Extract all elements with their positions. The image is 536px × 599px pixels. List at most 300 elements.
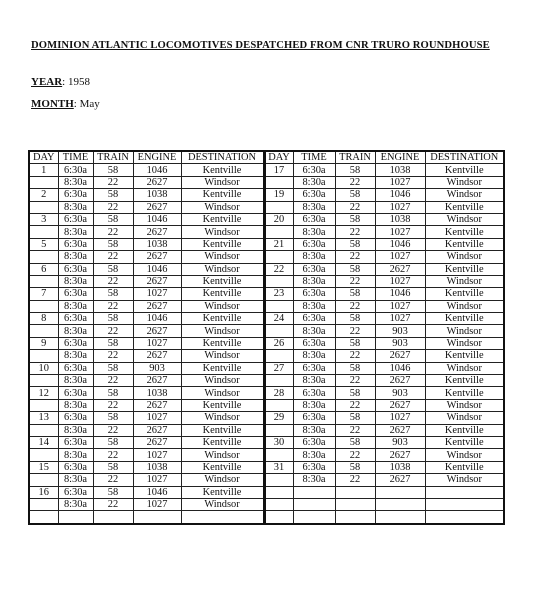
right-destination-cell: Kentville [425,461,504,473]
right-time-cell: 8:30a [293,176,335,188]
right-engine-cell: 1027 [375,226,425,238]
right-train-cell: 22 [335,350,375,362]
right-train-cell [335,511,375,524]
right-time-cell: 8:30a [293,474,335,486]
right-train-cell: 22 [335,375,375,387]
year-label: YEAR [31,76,63,88]
left-destination-cell: Windsor [181,251,264,263]
right-train-cell: 22 [335,251,375,263]
right-train-cell: 22 [335,424,375,436]
right-train-cell: 58 [335,238,375,250]
right-destination-cell: Windsor [425,362,504,374]
left-time-cell: 8:30a [58,424,93,436]
left-train-cell: 22 [93,424,133,436]
right-engine-cell: 1038 [375,461,425,473]
right-engine-cell: 1046 [375,238,425,250]
right-time-cell: 8:30a [293,251,335,263]
left-time-cell: 8:30a [58,251,93,263]
right-engine-cell: 2627 [375,350,425,362]
right-train-cell: 58 [335,387,375,399]
right-train-cell: 22 [335,399,375,411]
right-time-cell [293,498,335,510]
right-destination-cell: Windsor [425,275,504,287]
right-train-cell: 58 [335,412,375,424]
table-row [29,313,504,325]
left-destination-cell: Windsor [181,176,264,188]
right-engine-cell: 1046 [375,362,425,374]
right-engine-cell: 1027 [375,201,425,213]
table-row [29,201,504,213]
right-time-cell: 6:30a [293,313,335,325]
left-engine-cell: 2627 [133,201,181,213]
left-engine-cell: 2627 [133,436,181,448]
right-day-cell [264,350,293,362]
left-train-cell: 58 [93,486,133,498]
schedule-table [28,150,505,525]
left-day-cell: 12 [29,387,58,399]
left-destination-cell: Windsor [181,474,264,486]
table-row [29,189,504,201]
left-engine-cell: 2627 [133,275,181,287]
year-line [31,76,90,88]
header-engine-left: ENGINE [133,151,181,164]
right-engine-cell: 903 [375,325,425,337]
right-time-cell: 6:30a [293,263,335,275]
right-time-cell: 8:30a [293,300,335,312]
left-destination-cell: Windsor [181,498,264,510]
table-row [29,288,504,300]
header-destination-left: DESTINATION [181,151,264,164]
left-time-cell: 8:30a [58,498,93,510]
right-day-cell: 22 [264,263,293,275]
table-row [29,387,504,399]
header-train-left: TRAIN [93,151,133,164]
right-day-cell [264,449,293,461]
left-train-cell: 22 [93,474,133,486]
right-train-cell: 58 [335,263,375,275]
right-time-cell: 8:30a [293,201,335,213]
left-engine-cell: 2627 [133,176,181,188]
left-destination-cell: Kentville [181,164,264,176]
header-day-right: DAY [264,151,293,164]
left-destination-cell: Windsor [181,263,264,275]
right-time-cell: 6:30a [293,436,335,448]
right-day-cell: 27 [264,362,293,374]
table-row [29,436,504,448]
left-train-cell: 22 [93,350,133,362]
left-train-cell: 22 [93,275,133,287]
right-train-cell: 58 [335,337,375,349]
left-time-cell: 6:30a [58,288,93,300]
right-engine-cell: 903 [375,387,425,399]
right-time-cell: 6:30a [293,362,335,374]
left-engine-cell [133,511,181,524]
left-engine-cell: 903 [133,362,181,374]
left-engine-cell: 1038 [133,238,181,250]
right-engine-cell: 1038 [375,164,425,176]
left-destination-cell: Kentville [181,275,264,287]
right-engine-cell: 1046 [375,189,425,201]
left-day-cell [29,176,58,188]
right-destination-cell: Windsor [425,474,504,486]
table-row [29,164,504,176]
right-day-cell [264,486,293,498]
right-day-cell [264,226,293,238]
left-day-cell [29,511,58,524]
right-engine-cell: 2627 [375,375,425,387]
right-destination-cell: Kentville [425,164,504,176]
right-day-cell: 21 [264,238,293,250]
left-train-cell: 58 [93,263,133,275]
left-day-cell: 15 [29,461,58,473]
left-destination-cell: Windsor [181,325,264,337]
left-engine-cell: 1046 [133,213,181,225]
right-train-cell: 22 [335,275,375,287]
left-time-cell: 6:30a [58,238,93,250]
right-destination-cell: Windsor [425,300,504,312]
right-engine-cell: 1027 [375,275,425,287]
right-time-cell: 6:30a [293,189,335,201]
left-engine-cell: 1046 [133,486,181,498]
right-destination-cell: Windsor [425,176,504,188]
right-train-cell: 22 [335,176,375,188]
left-train-cell: 22 [93,251,133,263]
left-destination-cell: Windsor [181,201,264,213]
right-destination-cell: Kentville [425,375,504,387]
left-engine-cell: 1038 [133,461,181,473]
right-time-cell: 6:30a [293,238,335,250]
left-day-cell [29,350,58,362]
left-destination-cell: Windsor [181,449,264,461]
left-train-cell: 58 [93,436,133,448]
left-train-cell: 22 [93,399,133,411]
left-day-cell: 2 [29,189,58,201]
left-time-cell: 8:30a [58,275,93,287]
left-time-cell: 6:30a [58,337,93,349]
right-day-cell [264,275,293,287]
table-row [29,213,504,225]
left-day-cell: 6 [29,263,58,275]
left-train-cell [93,511,133,524]
left-train-cell: 22 [93,375,133,387]
header-day-left: DAY [29,151,58,164]
left-time-cell: 6:30a [58,486,93,498]
left-engine-cell: 1046 [133,263,181,275]
left-time-cell: 8:30a [58,474,93,486]
right-engine-cell: 1038 [375,213,425,225]
table-row [29,424,504,436]
left-destination-cell: Kentville [181,313,264,325]
right-engine-cell: 1027 [375,412,425,424]
right-destination-cell: Kentville [425,387,504,399]
right-day-cell [264,201,293,213]
right-engine-cell: 2627 [375,399,425,411]
left-time-cell: 8:30a [58,201,93,213]
left-destination-cell: Kentville [181,399,264,411]
left-day-cell [29,201,58,213]
right-day-cell: 19 [264,189,293,201]
right-day-cell: 17 [264,164,293,176]
left-day-cell [29,251,58,263]
left-day-cell [29,474,58,486]
left-destination-cell: Kentville [181,486,264,498]
left-day-cell [29,449,58,461]
right-time-cell: 8:30a [293,375,335,387]
left-destination-cell: Kentville [181,362,264,374]
left-destination-cell: Windsor [181,300,264,312]
right-train-cell: 22 [335,201,375,213]
left-engine-cell: 1038 [133,387,181,399]
right-destination-cell: Kentville [425,424,504,436]
left-engine-cell: 2627 [133,325,181,337]
right-train-cell: 22 [335,474,375,486]
header-row [29,151,504,164]
left-engine-cell: 1046 [133,164,181,176]
right-destination-cell: Windsor [425,337,504,349]
right-day-cell [264,251,293,263]
table-row [29,474,504,486]
left-destination-cell: Kentville [181,213,264,225]
right-time-cell [293,511,335,524]
left-day-cell: 9 [29,337,58,349]
left-time-cell: 6:30a [58,412,93,424]
left-time-cell: 8:30a [58,449,93,461]
left-destination-cell: Windsor [181,375,264,387]
right-time-cell: 6:30a [293,387,335,399]
right-engine-cell: 903 [375,337,425,349]
left-train-cell: 58 [93,213,133,225]
right-time-cell: 8:30a [293,399,335,411]
month-line [31,98,100,110]
right-destination-cell: Kentville [425,201,504,213]
right-destination-cell: Kentville [425,350,504,362]
left-day-cell: 5 [29,238,58,250]
right-time-cell: 6:30a [293,213,335,225]
right-engine-cell: 1027 [375,300,425,312]
left-engine-cell: 1027 [133,337,181,349]
left-time-cell: 8:30a [58,325,93,337]
left-train-cell: 58 [93,313,133,325]
right-destination-cell: Kentville [425,238,504,250]
right-time-cell: 8:30a [293,325,335,337]
left-destination-cell: Kentville [181,337,264,349]
left-time-cell: 8:30a [58,350,93,362]
right-time-cell: 6:30a [293,164,335,176]
left-day-cell [29,375,58,387]
right-time-cell: 6:30a [293,288,335,300]
right-train-cell: 58 [335,189,375,201]
left-engine-cell: 2627 [133,399,181,411]
left-destination-cell: Kentville [181,461,264,473]
table-row [29,486,504,498]
right-day-cell [264,511,293,524]
table-row [29,350,504,362]
left-destination-cell: Kentville [181,288,264,300]
left-destination-cell: Windsor [181,387,264,399]
right-day-cell [264,399,293,411]
left-train-cell: 58 [93,387,133,399]
right-day-cell: 24 [264,313,293,325]
table-row [29,511,504,524]
left-time-cell: 8:30a [58,226,93,238]
right-train-cell: 22 [335,325,375,337]
left-time-cell: 6:30a [58,461,93,473]
right-train-cell: 58 [335,461,375,473]
left-destination-cell: Kentville [181,189,264,201]
table-row [29,461,504,473]
table-row [29,251,504,263]
left-day-cell: 10 [29,362,58,374]
left-engine-cell: 2627 [133,300,181,312]
right-engine-cell: 2627 [375,263,425,275]
right-train-cell: 58 [335,436,375,448]
right-engine-cell: 1027 [375,251,425,263]
right-day-cell: 31 [264,461,293,473]
table-row [29,362,504,374]
header-train-right: TRAIN [335,151,375,164]
year-colon: : [62,76,66,88]
table-row [29,337,504,349]
right-time-cell: 8:30a [293,226,335,238]
left-day-cell: 16 [29,486,58,498]
left-day-cell [29,424,58,436]
table-row [29,176,504,188]
left-destination-cell: Windsor [181,350,264,362]
left-time-cell: 6:30a [58,313,93,325]
table-row [29,449,504,461]
left-day-cell: 8 [29,313,58,325]
right-destination-cell [425,486,504,498]
right-time-cell: 6:30a [293,461,335,473]
left-time-cell: 6:30a [58,387,93,399]
right-destination-cell: Windsor [425,189,504,201]
left-day-cell: 3 [29,213,58,225]
left-day-cell [29,498,58,510]
right-time-cell: 8:30a [293,275,335,287]
right-train-cell: 22 [335,300,375,312]
right-day-cell [264,176,293,188]
table-row [29,275,504,287]
left-engine-cell: 2627 [133,350,181,362]
right-time-cell: 8:30a [293,424,335,436]
left-destination-cell: Kentville [181,238,264,250]
left-engine-cell: 2627 [133,375,181,387]
left-engine-cell: 2627 [133,251,181,263]
left-time-cell: 6:30a [58,362,93,374]
left-destination-cell: Kentville [181,424,264,436]
right-destination-cell: Windsor [425,251,504,263]
left-day-cell: 7 [29,288,58,300]
right-destination-cell [425,511,504,524]
left-time-cell: 8:30a [58,399,93,411]
left-engine-cell: 1027 [133,474,181,486]
left-time-cell: 8:30a [58,176,93,188]
left-engine-cell: 1027 [133,288,181,300]
left-time-cell: 6:30a [58,164,93,176]
left-day-cell [29,275,58,287]
table-row [29,399,504,411]
right-destination-cell: Windsor [425,412,504,424]
left-engine-cell: 1027 [133,498,181,510]
right-day-cell [264,325,293,337]
left-day-cell [29,399,58,411]
right-destination-cell: Windsor [425,399,504,411]
right-train-cell: 58 [335,288,375,300]
left-day-cell: 13 [29,412,58,424]
right-destination-cell: Kentville [425,436,504,448]
left-engine-cell: 1027 [133,412,181,424]
left-day-cell [29,325,58,337]
left-train-cell: 22 [93,176,133,188]
right-train-cell [335,498,375,510]
table-row [29,325,504,337]
right-engine-cell [375,498,425,510]
month-colon: : [73,98,77,110]
right-engine-cell: 2627 [375,449,425,461]
left-engine-cell: 2627 [133,424,181,436]
month-label: MONTH [31,98,74,110]
right-day-cell: 28 [264,387,293,399]
right-time-cell: 8:30a [293,449,335,461]
left-train-cell: 22 [93,201,133,213]
right-day-cell: 29 [264,412,293,424]
right-engine-cell: 1027 [375,176,425,188]
right-engine-cell: 903 [375,436,425,448]
left-time-cell: 6:30a [58,213,93,225]
left-train-cell: 22 [93,498,133,510]
schedule-body [29,164,504,524]
left-train-cell: 58 [93,412,133,424]
right-train-cell: 58 [335,164,375,176]
month-value: May [79,98,100,110]
right-day-cell: 26 [264,337,293,349]
right-day-cell: 23 [264,288,293,300]
right-engine-cell: 2627 [375,424,425,436]
left-train-cell: 58 [93,238,133,250]
left-train-cell: 22 [93,226,133,238]
table-row [29,498,504,510]
left-train-cell: 58 [93,362,133,374]
left-train-cell: 58 [93,189,133,201]
right-day-cell [264,498,293,510]
left-time-cell [58,511,93,524]
left-engine-cell: 1046 [133,313,181,325]
header-engine-right: ENGINE [375,151,425,164]
right-train-cell [335,486,375,498]
left-engine-cell: 1038 [133,189,181,201]
header-time-right: TIME [293,151,335,164]
left-destination-cell: Kentville [181,436,264,448]
right-day-cell: 30 [264,436,293,448]
left-engine-cell: 2627 [133,226,181,238]
right-destination-cell: Kentville [425,226,504,238]
table-row [29,300,504,312]
right-day-cell: 20 [264,213,293,225]
right-day-cell [264,375,293,387]
table-row [29,263,504,275]
year-value: 1958 [67,76,90,88]
left-time-cell: 8:30a [58,375,93,387]
right-time-cell: 8:30a [293,350,335,362]
left-train-cell: 22 [93,300,133,312]
right-engine-cell: 1046 [375,288,425,300]
right-train-cell: 22 [335,226,375,238]
table-row [29,375,504,387]
right-engine-cell: 1027 [375,313,425,325]
right-destination-cell: Kentville [425,263,504,275]
right-day-cell [264,474,293,486]
left-time-cell: 6:30a [58,436,93,448]
